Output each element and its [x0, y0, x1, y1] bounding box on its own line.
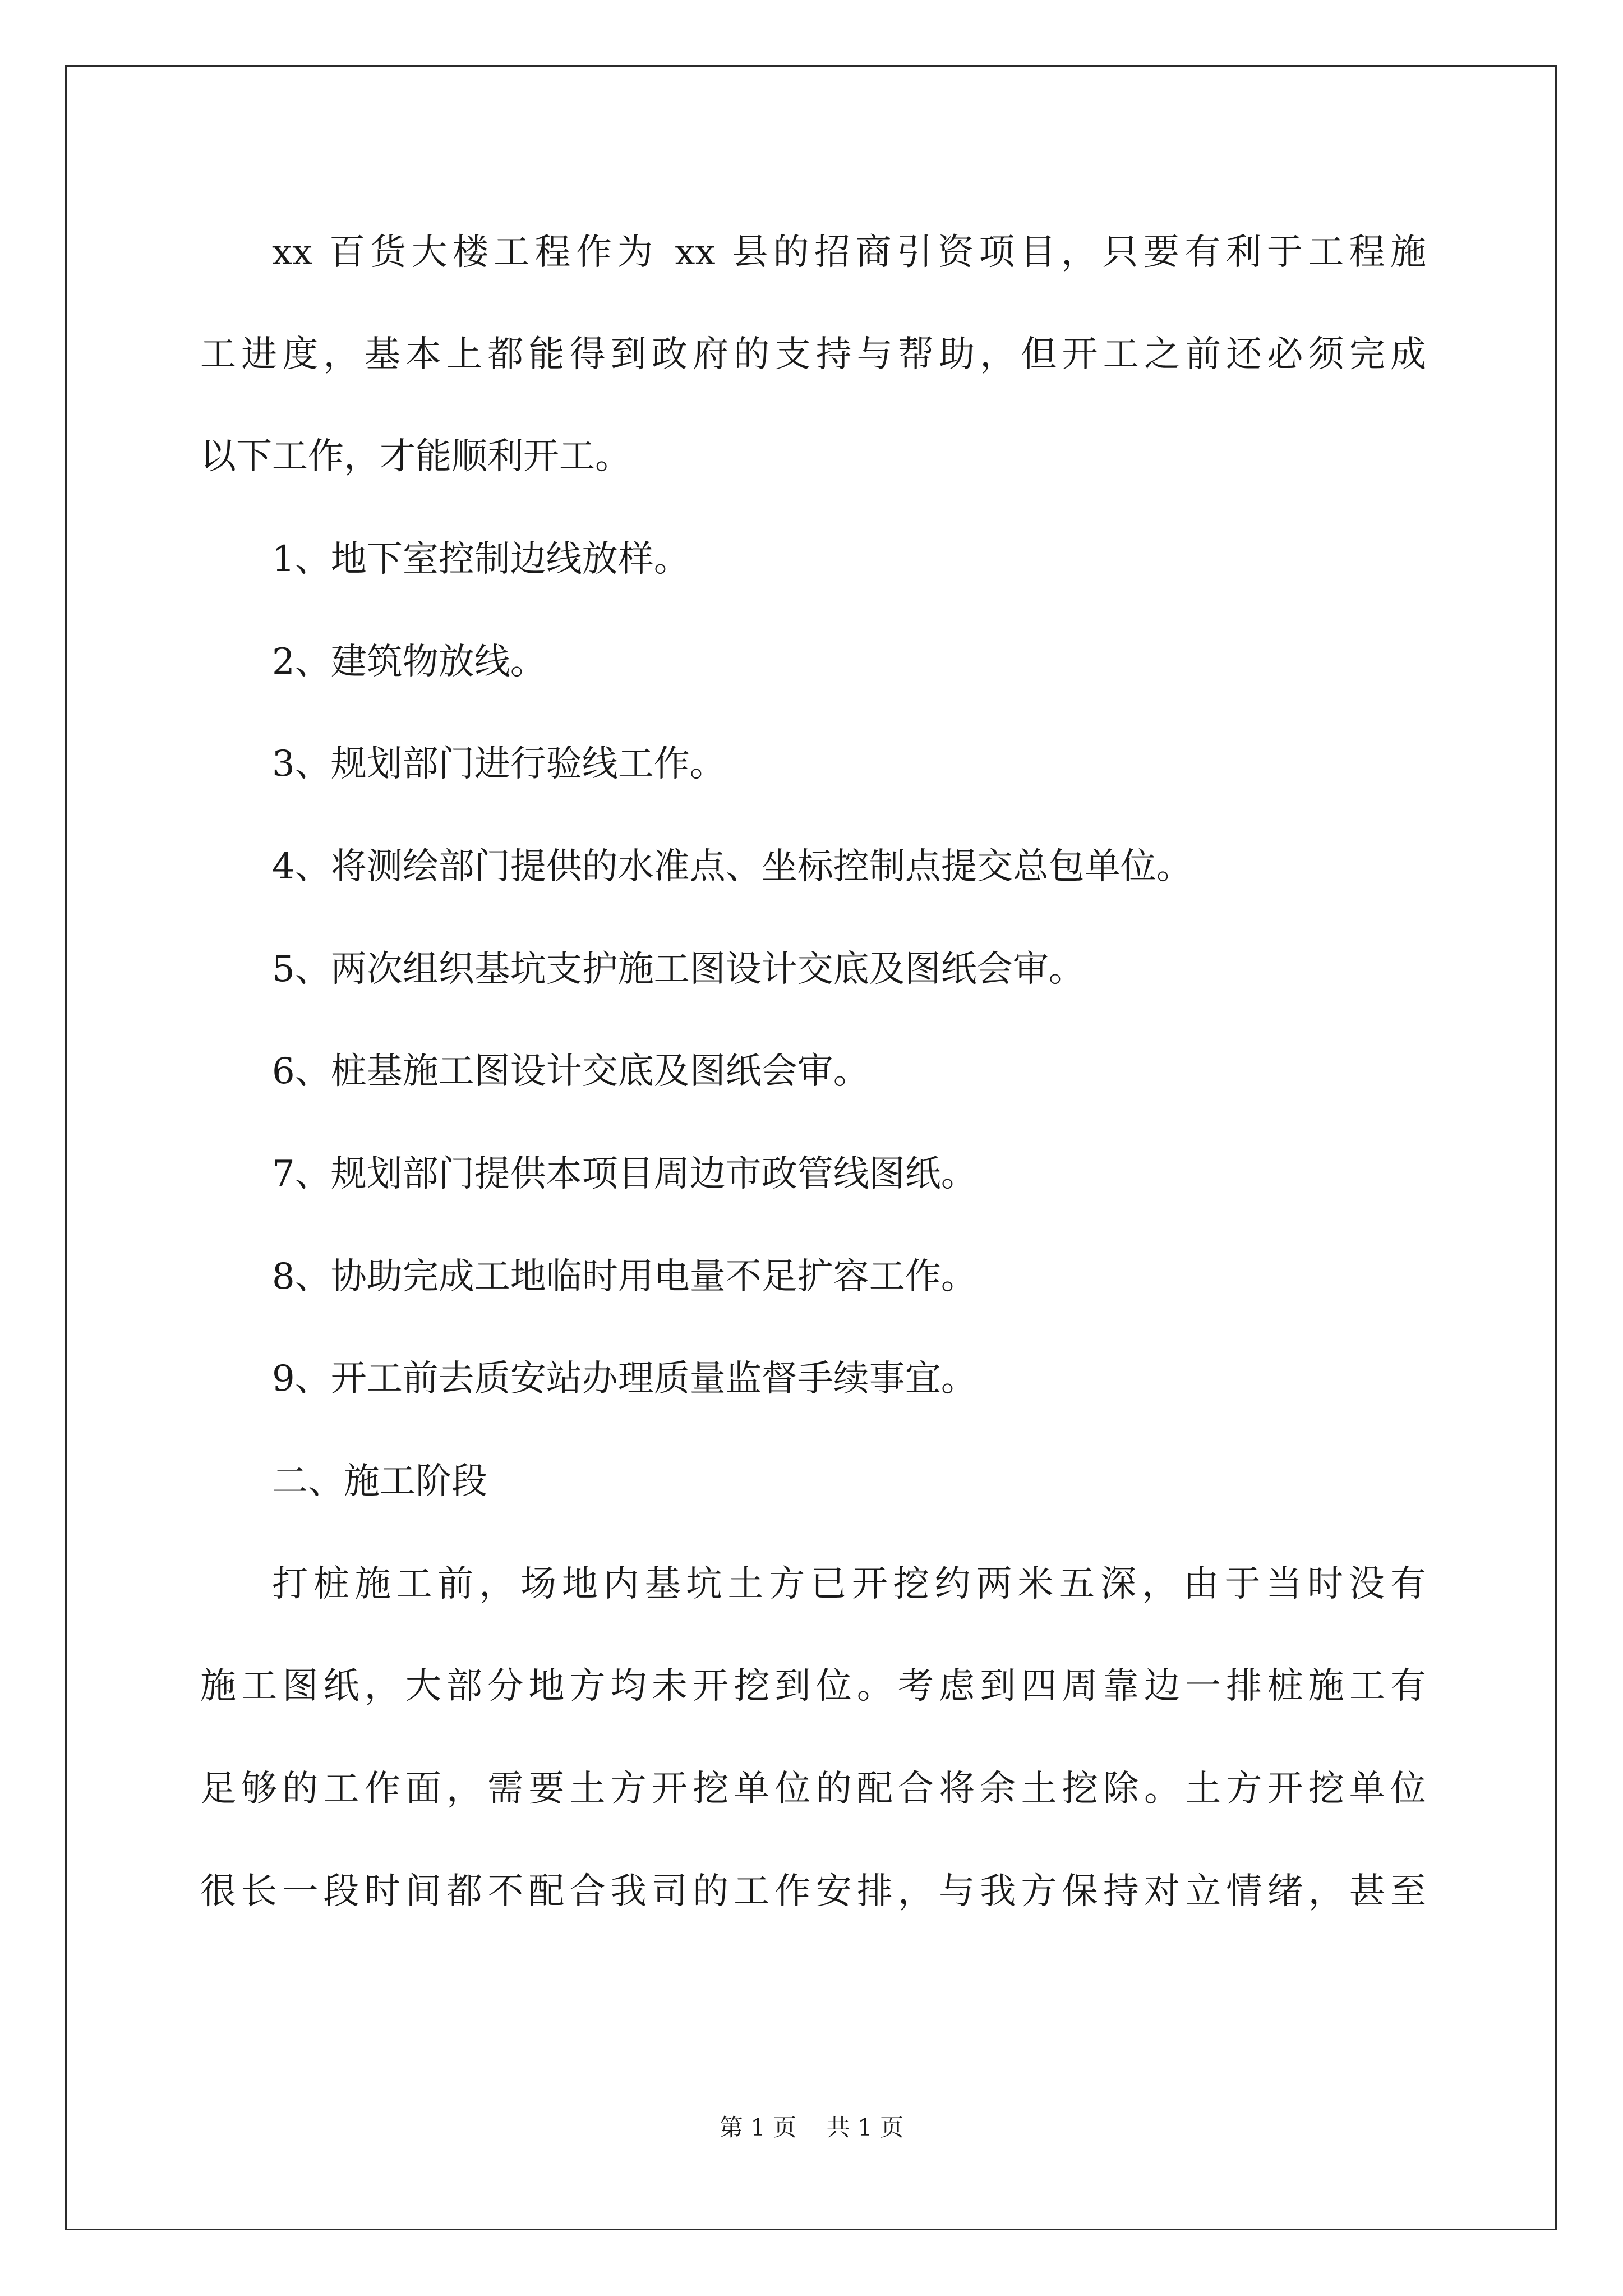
list-item-9: 9、开工前去质安站办理质量监督手续事宜。: [272, 1358, 977, 1400]
paragraph-2-line-4: 很长一段时间都不配合我司的工作安排，与我方保持对立情绪，甚至: [200, 1871, 1426, 1912]
paragraph-2-line-1: 打桩施工前，场地内基坑土方已开挖约两米五深，由于当时没有: [272, 1563, 1426, 1605]
list-item-7: 7、规划部门提供本项目周边市政管线图纸。: [272, 1153, 977, 1195]
list-item-6: 6、桩基施工图设计交底及图纸会审。: [272, 1051, 869, 1092]
section-heading: 二、施工阶段: [272, 1461, 487, 1502]
paragraph-1-line-3: 以下工作，才能顺利开工。: [200, 436, 631, 477]
list-item-8: 8、协助完成工地临时用电量不足扩容工作。: [272, 1256, 977, 1297]
paragraph-2-line-2: 施工图纸，大部分地方均未开挖到位。考虑到四周靠边一排桩施工有: [200, 1665, 1426, 1707]
list-item-5: 5、两次组织基坑支护施工图设计交底及图纸会审。: [272, 949, 1085, 990]
list-item-2: 2、建筑物放线。: [272, 641, 546, 683]
list-item-3: 3、规划部门进行验线工作。: [272, 743, 726, 785]
list-item-4: 4、将测绘部门提供的水准点、坐标控制点提交总包单位。: [272, 846, 1192, 887]
list-item-1: 1、地下室控制边线放样。: [272, 539, 690, 580]
paragraph-1-line-2: 工进度，基本上都能得到政府的支持与帮助，但开工之前还必须完成: [200, 334, 1426, 375]
page-number: 第 1 页: [719, 2114, 797, 2141]
page-footer: [0, 2116, 1623, 2139]
page-total: 共 1 页: [826, 2114, 904, 2141]
paragraph-2-line-3: 足够的工作面，需要土方开挖单位的配合将余土挖除。土方开挖单位: [200, 1768, 1426, 1810]
paragraph-1-line-1: xx 百货大楼工程作为 xx 县的招商引资项目，只要有利于工程施: [272, 232, 1426, 273]
